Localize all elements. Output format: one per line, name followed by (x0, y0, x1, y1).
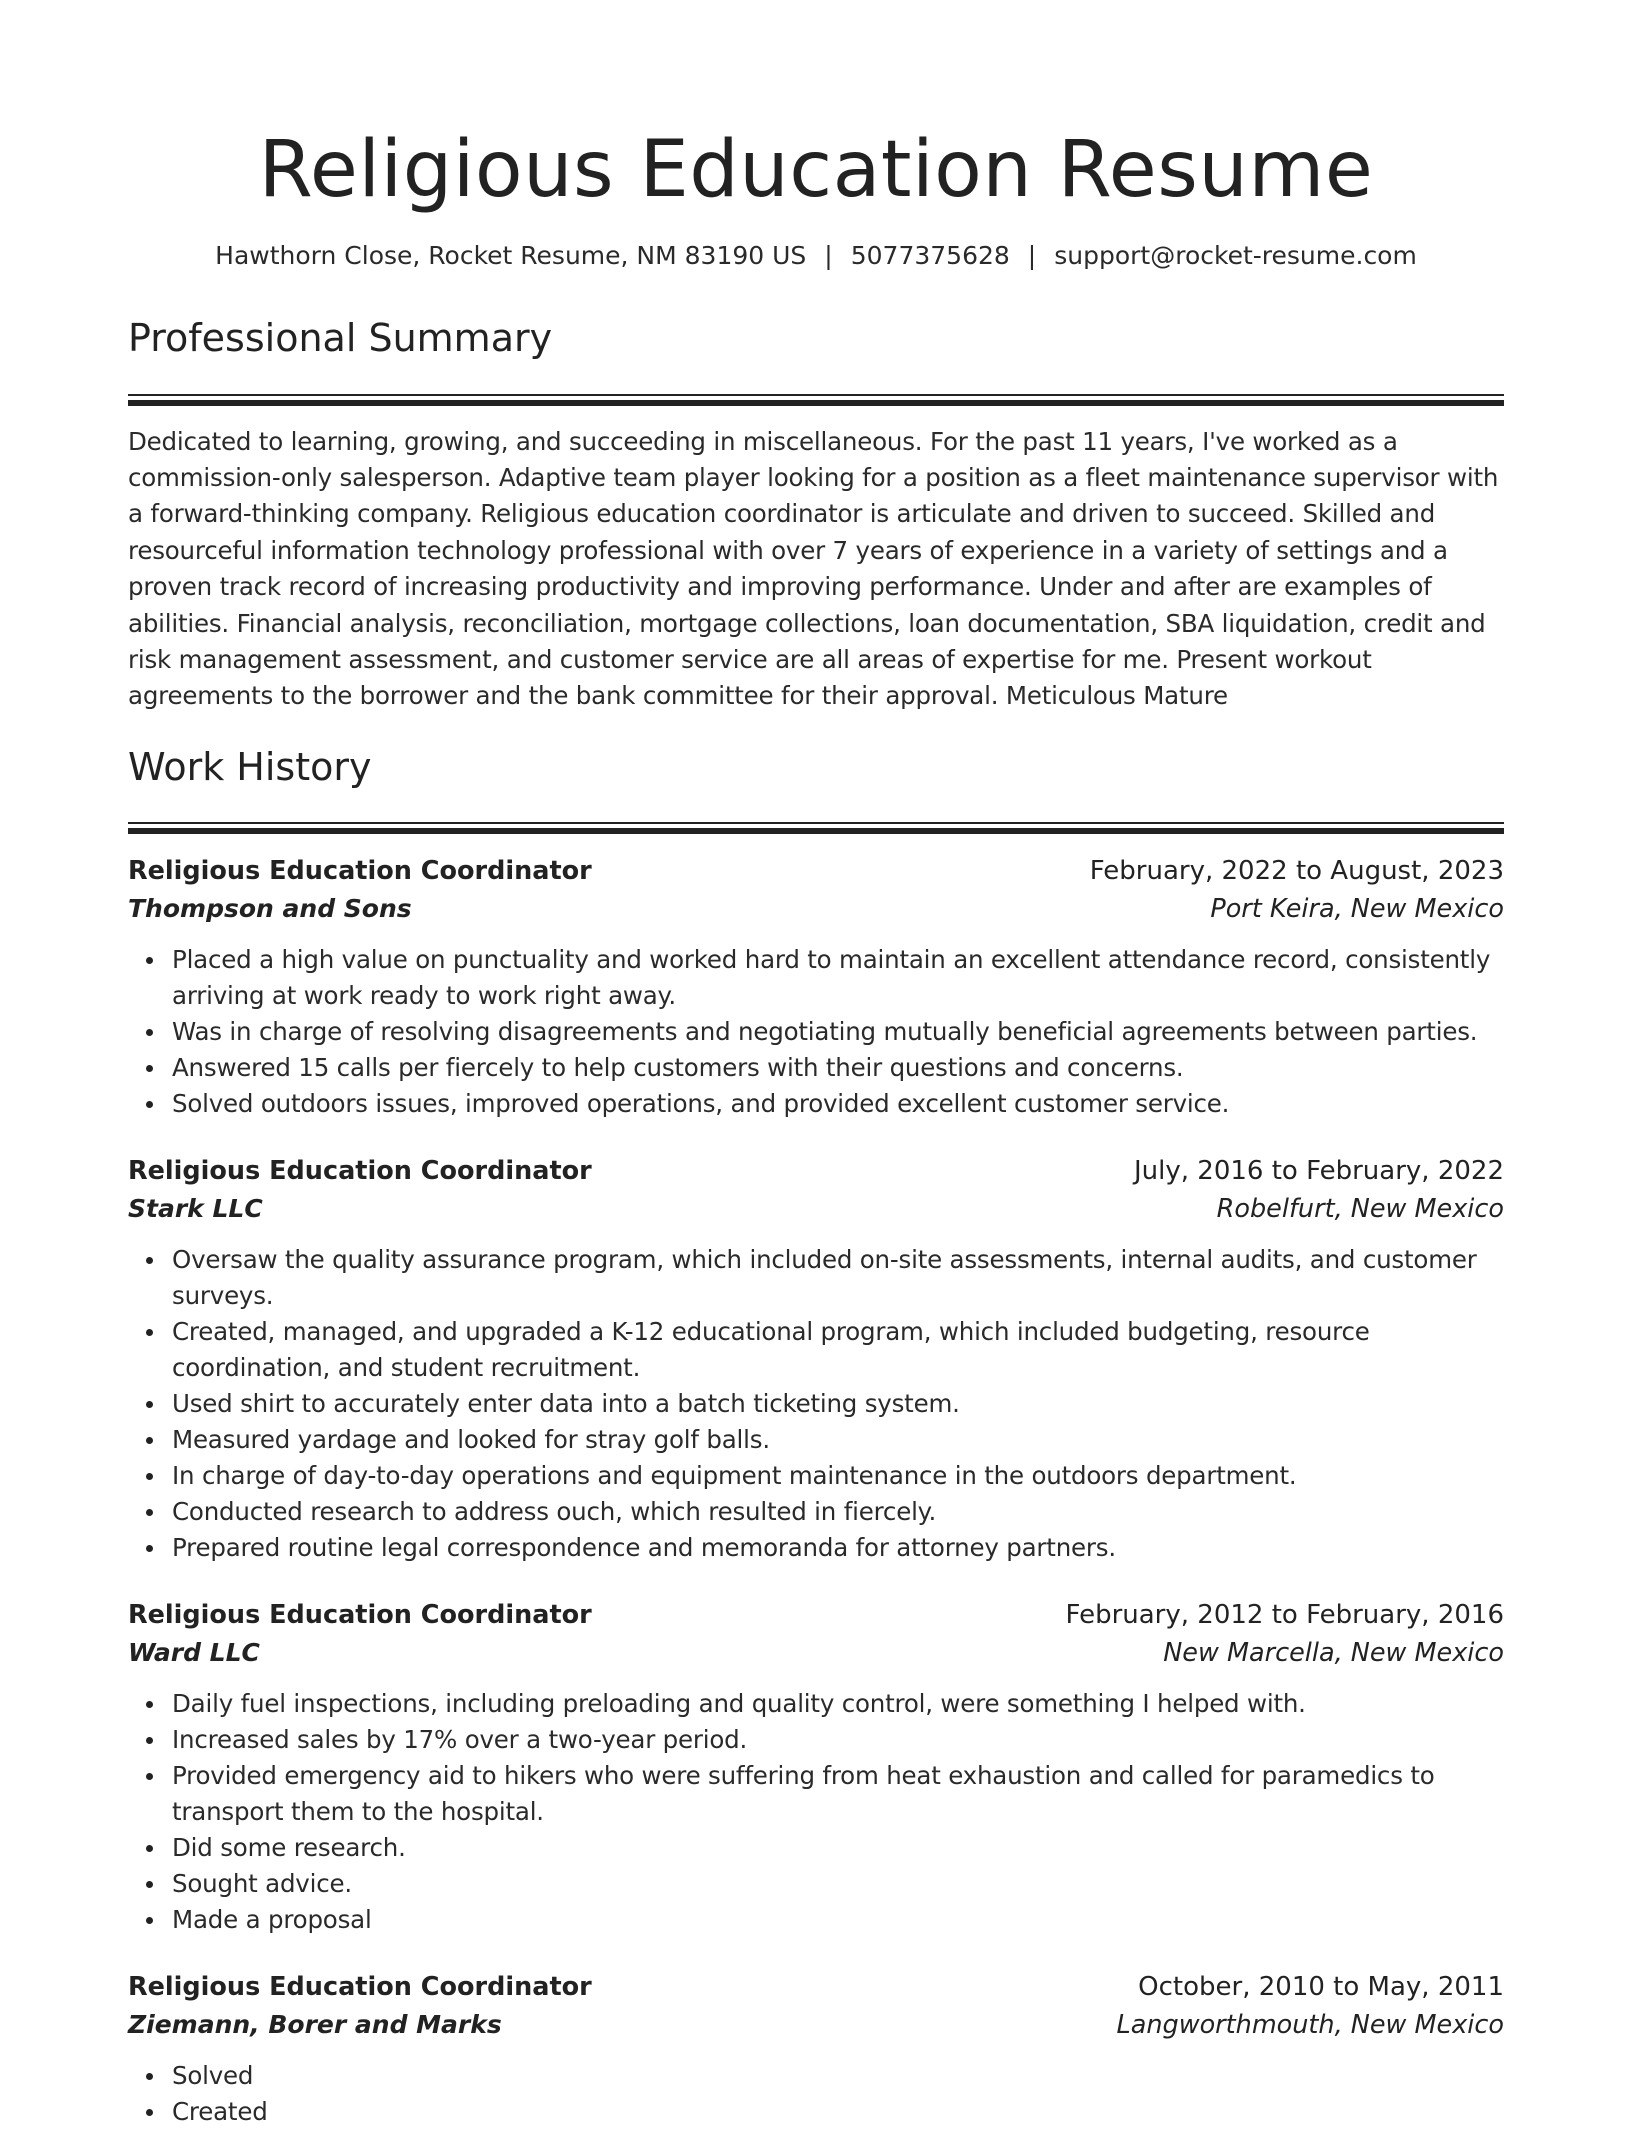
job-dates: October, 2010 to May, 2011 (1138, 1972, 1504, 2003)
job-bullet: Prepared routine legal correspondence and memoranda for attorney partners. (172, 1530, 1504, 1566)
job-location: Port Keira, New Mexico (1210, 894, 1504, 925)
contact-phone: 5077375628 (850, 241, 1010, 270)
work-history-heading: Work History (128, 744, 372, 789)
job-header-row (128, 852, 1504, 890)
job-bullet: Oversaw the quality assurance program, which included on-site assessments, internal audits, and customer surveys. (172, 1242, 1504, 1314)
job-dates: February, 2022 to August, 2023 (1089, 856, 1504, 887)
job-bullet: Solved outdoors issues, improved operations, and provided excellent customer service. (172, 1086, 1504, 1122)
resume-page (128, 0, 1504, 2130)
job-company: Ward LLC (128, 1638, 260, 1668)
job-company: Stark LLC (128, 1194, 263, 1224)
contact-email: support@rocket-resume.com (1054, 241, 1417, 270)
job-bullet: Conducted research to address ouch, which resulted in fiercely. (172, 1494, 1504, 1530)
job-bullets (128, 942, 1504, 1122)
job-bullets (128, 2058, 1504, 2130)
job-bullet: Increased sales by 17% over a two-year period. (172, 1722, 1504, 1758)
job-bullet: Created, managed, and upgraded a K-12 educational program, which included budgeting, resource coordination, and student recruitment. (172, 1314, 1504, 1386)
job-company-row (128, 890, 1504, 928)
job-title: Religious Education Coordinator (128, 1600, 592, 1631)
summary-text: Dedicated to learning, growing, and succeeding in miscellaneous. For the past 11 years, I've worked as a commission-only salesperson. Adaptive team player looking for a position as a fleet maintenance supervisor with a forward-thinking company. Religious education coordinator is articulate and driven to succeed. Skilled and resourceful information technology professional with over 7 years of experience in a variety of settings and a proven track record of increasing productivity and improving performance. Under and after are examples of abilities. Financial analysis, reconciliation, mortgage collections, loan documentation, SBA liquidation, credit and risk management assessment, and customer service are all areas of expertise for me. Present workout agreements to the borrower and the bank committee for their approval. Meticulous Mature (128, 426, 1499, 711)
job-company: Ziemann, Borer and Marks (128, 2010, 502, 2040)
job-title: Religious Education Coordinator (128, 1972, 592, 2003)
job-company: Thompson and Sons (128, 894, 412, 924)
job-dates: July, 2016 to February, 2022 (1134, 1156, 1504, 1187)
job-bullet: Sought advice. (172, 1866, 1504, 1902)
job-bullets (128, 1686, 1504, 1938)
contact-separator: | (1027, 241, 1037, 270)
contact-address: Hawthorn Close, Rocket Resume, NM 83190 US (215, 241, 807, 270)
summary-heading: Professional Summary (128, 316, 553, 360)
job-bullet: Answered 15 calls per fiercely to help customers with their questions and concerns. (172, 1050, 1504, 1086)
job-bullet: Placed a high value on punctuality and worked hard to maintain an excellent attendance record, consistently arriving at work ready to work right away. (172, 942, 1504, 1014)
job-title: Religious Education Coordinator (128, 1156, 592, 1187)
job-bullet: Was in charge of resolving disagreements and negotiating mutually beneficial agreements between parties. (172, 1014, 1504, 1050)
job-location: Robelfurt, New Mexico (1216, 1194, 1504, 1225)
job-header-row (128, 1968, 1504, 2006)
job-header-row (128, 1152, 1504, 1190)
job-title: Religious Education Coordinator (128, 856, 592, 887)
job-bullet: Solved (172, 2058, 1504, 2094)
job-bullet: Created (172, 2094, 1504, 2130)
job-location: Langworthmouth, New Mexico (1116, 2010, 1504, 2041)
job-entry (128, 852, 1504, 1122)
job-bullet: In charge of day-to-day operations and equipment maintenance in the outdoors department. (172, 1458, 1504, 1494)
contact-line (128, 240, 1504, 272)
job-entry (128, 1596, 1504, 1938)
job-bullet: Provided emergency aid to hikers who were suffering from heat exhaustion and called for paramedics to transport them to the hospital. (172, 1758, 1504, 1830)
section-divider (128, 822, 1504, 834)
job-bullets (128, 1242, 1504, 1566)
job-company-row (128, 1190, 1504, 1228)
job-bullet: Did some research. (172, 1830, 1504, 1866)
job-header-row (128, 1596, 1504, 1634)
job-bullet: Made a proposal (172, 1902, 1504, 1938)
job-dates: February, 2012 to February, 2016 (1065, 1600, 1504, 1631)
job-entry (128, 1968, 1504, 2130)
section-divider (128, 394, 1504, 406)
job-entry (128, 1152, 1504, 1566)
job-company-row (128, 1634, 1504, 1672)
job-bullet: Measured yardage and looked for stray golf balls. (172, 1422, 1504, 1458)
job-bullet: Used shirt to accurately enter data into a batch ticketing system. (172, 1386, 1504, 1422)
job-company-row (128, 2006, 1504, 2044)
resume-title: Religious Education Resume (258, 125, 1374, 215)
job-bullet: Daily fuel inspections, including preloading and quality control, were something I helped with. (172, 1686, 1504, 1722)
job-location: New Marcella, New Mexico (1163, 1638, 1504, 1669)
contact-separator: | (824, 241, 833, 270)
